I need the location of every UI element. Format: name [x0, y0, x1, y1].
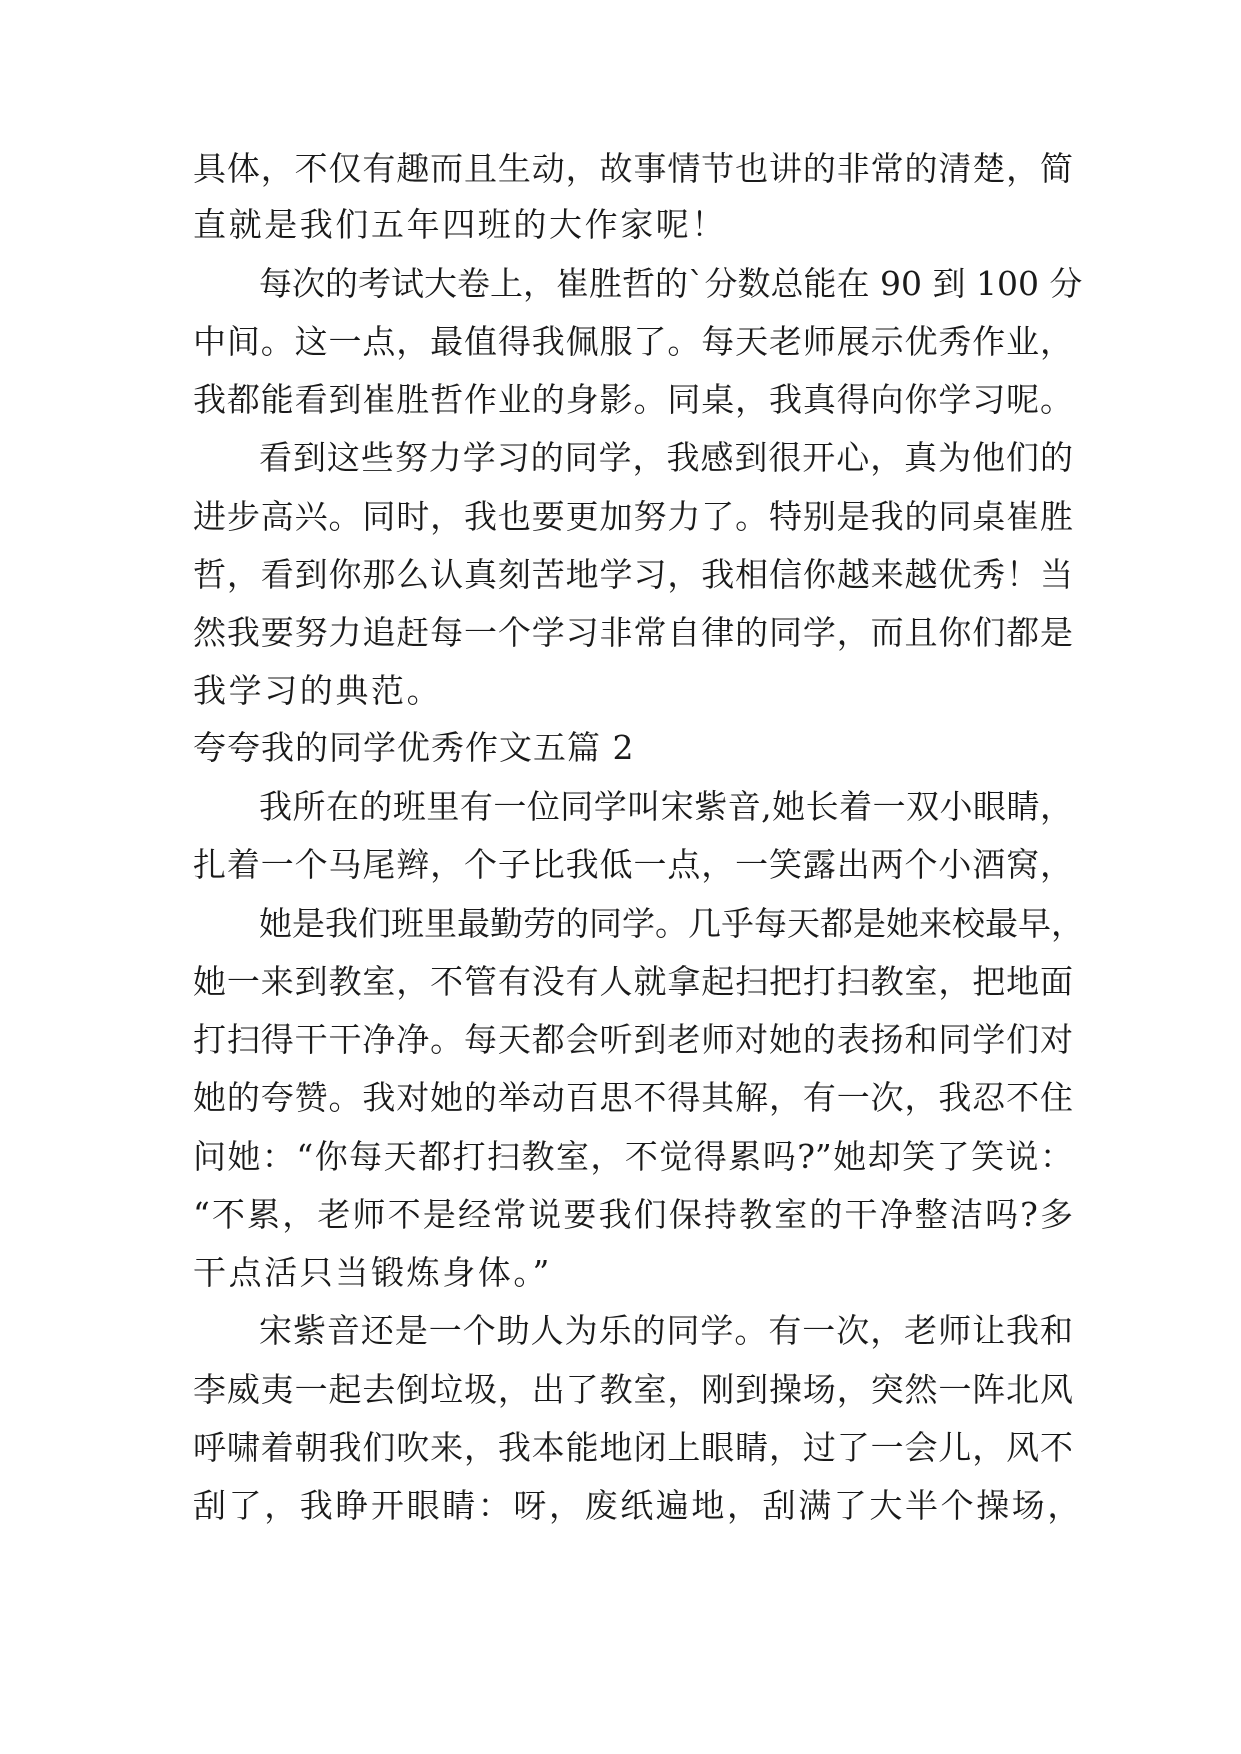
- text-line: 进步高兴。同时，我也要更加努力了。特别是我的同桌崔胜: [193, 497, 1073, 536]
- text-line: “不累，老师不是经常说要我们保持教室的干净整洁吗?多: [193, 1195, 1073, 1234]
- text-line: 干点活只当锻炼身体。”: [193, 1253, 552, 1292]
- paragraph-first-line: 看到这些努力学习的同学，我感到很开心，真为他们的: [259, 438, 1073, 477]
- text-line: 问她：“你每天都打扫教室，不觉得累吗?”她却笑了笑说：: [193, 1137, 1073, 1176]
- text-line: 中间。这一点，最值得我佩服了。每天老师展示优秀作业，: [193, 322, 1073, 361]
- text-line: 我学习的典范。: [193, 671, 443, 710]
- text-line: 打扫得干干净净。每天都会听到老师对她的表扬和同学们对: [193, 1020, 1073, 1059]
- text-line: 呼啸着朝我们吹来，我本能地闭上眼睛，过了一会儿，风不: [193, 1428, 1073, 1467]
- paragraph-first-line: 宋紫音还是一个助人为乐的同学。有一次，老师让我和: [259, 1311, 1073, 1350]
- text-line: 她一来到教室，不管有没有人就拿起扫把打扫教室，把地面: [193, 962, 1073, 1001]
- text-line: 扎着一个马尾辫，个子比我低一点，一笑露出两个小酒窝，: [193, 845, 1073, 884]
- paragraph-first-line: 每次的考试大卷上，崔胜哲的`分数总能在 90 到 100 分: [259, 264, 1083, 303]
- section-heading: 夸夸我的同学优秀作文五篇 2: [193, 728, 635, 767]
- text-line: 李威夷一起去倒垃圾，出了教室，刚到操场，突然一阵北风: [193, 1370, 1073, 1409]
- paragraph-first-line: 她是我们班里最勤劳的同学。几乎每天都是她来校最早，: [259, 904, 1084, 943]
- text-line: 我都能看到崔胜哲作业的身影。同桌，我真得向你学习呢。: [193, 380, 1073, 419]
- text-line: 然我要努力追赶每一个学习非常自律的同学，而且你们都是: [193, 613, 1073, 652]
- paragraph-first-line: 我所在的班里有一位同学叫宋紫音,她长着一双小眼睛，: [259, 787, 1073, 826]
- text-line: 刮了，我睁开眼睛：呀，废纸遍地，刮满了大半个操场，: [193, 1486, 1083, 1525]
- text-line: 哲，看到你那么认真刻苦地学习，我相信你越来越优秀！当: [193, 555, 1073, 594]
- text-line: 具体，不仅有趣而且生动，故事情节也讲的非常的清楚，简: [193, 149, 1073, 188]
- text-line: 她的夸赞。我对她的举动百思不得其解，有一次，我忍不住: [193, 1078, 1073, 1117]
- text-line: 直就是我们五年四班的大作家呢！: [193, 205, 727, 244]
